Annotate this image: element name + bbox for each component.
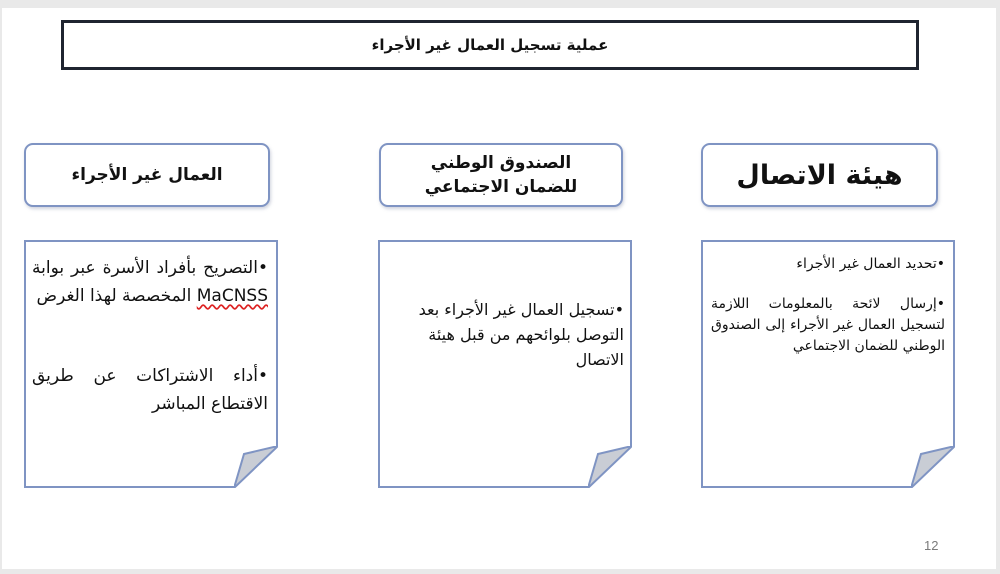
header-cnss: [379, 143, 623, 207]
page-fold-icon: [588, 446, 632, 488]
slide: [2, 8, 996, 569]
bullet-text: إرسال لائحة بالمعلومات اللازمة لتسجيل العمال غير الأجراء إلى الصندوق الوطني للضمان الاجتماعي: [711, 296, 945, 354]
bullet-text-part: التصريح بأفراد الأسرة عبر بوابة: [32, 258, 258, 278]
bullet-identify-workers: [711, 254, 945, 274]
macnss-portal-name: MaCNSS: [196, 286, 268, 306]
bullet-text: تحديد العمال غير الأجراء: [796, 256, 937, 272]
header-cnss-line2: للضمان الاجتماعي: [424, 177, 578, 197]
note-cnss: [378, 240, 632, 488]
bullet-registration: [386, 297, 624, 372]
bullet-text: تسجيل العمال غير الأجراء بعد التوصل بلوائحهم من قبل هيئة الاتصال: [418, 300, 624, 369]
page-fold-icon: [234, 446, 278, 488]
slide-title: [61, 20, 919, 70]
page-number: 12: [924, 538, 939, 553]
bullet-text-part: المخصصة لهذا الغرض: [36, 286, 197, 306]
page-fold-icon: [911, 446, 955, 488]
header-liaison-body: [701, 143, 938, 207]
bullet-text: أداء الاشتراكات عن طريق الاقتطاع المباشر: [32, 366, 268, 414]
bullet-send-list: [711, 294, 945, 357]
note-non-salaried-workers: [24, 240, 278, 488]
header-non-salaried-workers: [24, 143, 270, 207]
slide-title-text: عملية تسجيل العمال غير الأجراء: [371, 36, 609, 54]
note-liaison-body: [701, 240, 955, 488]
header-liaison-body-text: هيئة الاتصال: [736, 159, 903, 191]
bullet-family-declaration: [32, 254, 268, 310]
header-cnss-line1: الصندوق الوطني: [430, 153, 572, 173]
bullet-contributions-payment: [32, 362, 268, 418]
header-non-salaried-workers-text: العمال غير الأجراء: [71, 165, 223, 185]
